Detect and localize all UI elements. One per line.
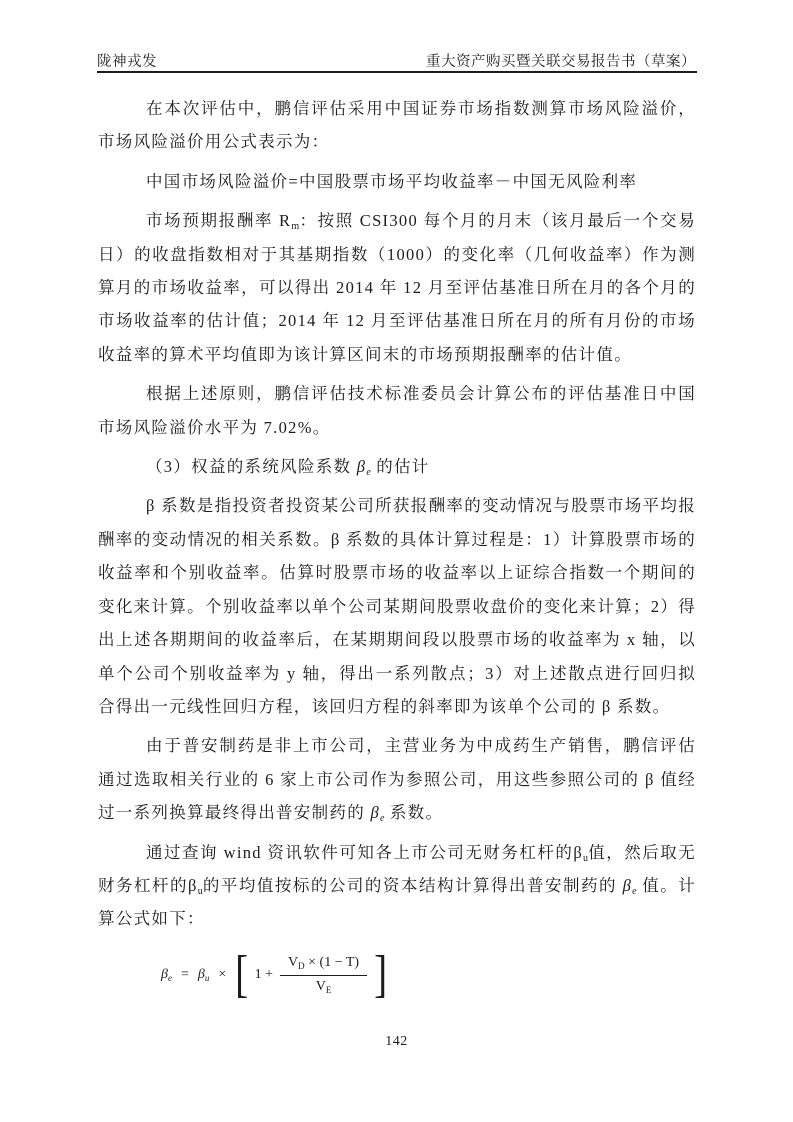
paragraph-premium-level — [98, 377, 696, 444]
heading-beta-estimation — [98, 450, 696, 483]
open-bracket: [ — [235, 945, 249, 1003]
subscript-e: e — [366, 467, 371, 479]
beta-symbol: β — [356, 457, 367, 477]
beta-levered-formula — [158, 945, 696, 1003]
close-bracket: ] — [374, 945, 388, 1003]
paragraph-market-risk-premium-intro — [98, 92, 696, 159]
subscript-e: e — [167, 973, 172, 984]
paragraph-comparable-companies — [98, 729, 696, 829]
paragraph-text: ：按照 CSI300 每个月的月末（该月最后一个交易日）的收盘指数相对于其基期指数（1000）的变化率（几何收益率）作为测算月的市场收益率，可以得出 2014 年 12 月至评估基准日所在月的各个月的市场收益率的估计值；2014 年 12 月至评估基准日所在月的所有月份的市场收益率的算术平均值即为该计算区间末的市场预期报酬率的估计值。 — [98, 211, 696, 364]
heading-text: 的估计 — [370, 457, 430, 477]
ve-symbol: V — [315, 978, 326, 994]
paragraph-expected-return — [98, 204, 696, 371]
paragraph-text: 通过查询 wind 资讯软件可知各上市公司无财务杠杆的β — [146, 842, 584, 862]
beta-symbol: β — [197, 967, 205, 983]
fraction-denominator — [316, 976, 332, 997]
header-company-name: 陇神戎发 — [97, 54, 157, 70]
subscript-e: e — [379, 813, 385, 825]
formula-beta-e — [161, 958, 172, 991]
paragraph-text: β 系数是指投资者投资某公司所获报酬率的变动情况与股票市场平均报酬率的变动情况的相关系数。β 系数的具体计算过程是：1）计算股票市场的收益率和个别收益率。估算时股票市场的收益率以上证综合指数一个期间的变化来计算。个别收益率以单个公司某期间股票收盘价的变化来计算；2）得出上述各期期间的收益率后，在某期期间段以股票市场的收益率为 x 轴，以单个公司个别收益率为 y 轴，得出一系列散点；3）对上述散点进行回归拟合得出一元线性回归方程，该回归方程的斜率即为该单个公司的 β 系数。 — [98, 496, 696, 716]
paragraph-text: 值，然后取无财务杠杆的β — [98, 842, 696, 895]
beta-symbol: β — [370, 803, 380, 823]
page-header — [97, 50, 696, 71]
page-body — [98, 92, 697, 1003]
page-number: 142 — [385, 1034, 408, 1049]
equals-sign: = — [180, 967, 189, 983]
subscript-u: u — [197, 885, 203, 897]
fraction-numerator — [280, 954, 367, 976]
equation-market-risk-premium — [98, 165, 696, 198]
multiply-sign: × — [218, 967, 227, 983]
paragraph-text: 在本次评估中，鹏信评估采用中国证券市场指数测算市场风险溢价，市场风险溢价用公式表示为： — [98, 99, 696, 152]
header-divider — [97, 71, 697, 73]
equation-text: 中国市场风险溢价=中国股票市场平均收益率－中国无风险利率 — [146, 171, 638, 191]
fraction — [280, 954, 367, 997]
paragraph-text: 市场预期报酬率 R — [146, 211, 292, 231]
subscript-e: e — [632, 885, 637, 897]
one-minus-t-term: (1 − T) — [319, 954, 360, 970]
paragraph-text: 根据上述原则，鹏信评估技术标准委员会计算公布的评估基准日中国市场风险溢价水平为 7.02%。 — [98, 384, 696, 437]
paragraph-wind-query — [98, 836, 696, 936]
beta-symbol: β — [622, 875, 633, 895]
paragraph-text: 由于普安制药是非上市公司，主营业务为中成药生产销售，鹏信评估通过选取相关行业的 6 家上市公司作为参照公司，用这些参照公司的 β 值经过一系列换算最终得出普安制药的 — [98, 736, 696, 823]
formula-beta-u — [198, 958, 209, 991]
multiply-sign: × — [308, 954, 317, 970]
paragraph-text: 的平均值按标的公司的资本结构计算得出普安制药的 — [202, 875, 623, 895]
paragraph-text: 系数。 — [384, 803, 444, 823]
subscript-d: D — [298, 960, 305, 971]
page-footer — [0, 1034, 793, 1050]
paragraph-beta-definition — [98, 489, 696, 723]
paragraph-text: 值。计算公式如下： — [98, 875, 697, 929]
one-plus-term: 1 + — [254, 967, 274, 983]
vd-symbol: V — [288, 954, 299, 970]
subscript-u: u — [583, 852, 589, 864]
header-document-title: 重大资产购买暨关联交易报告书（草案） — [426, 54, 696, 70]
subscript-m: m — [291, 221, 300, 233]
subscript-u: u — [204, 973, 210, 984]
subscript-e: E — [325, 984, 332, 995]
heading-text: （3）权益的系统风险系数 — [146, 457, 357, 477]
beta-symbol: β — [161, 967, 168, 983]
